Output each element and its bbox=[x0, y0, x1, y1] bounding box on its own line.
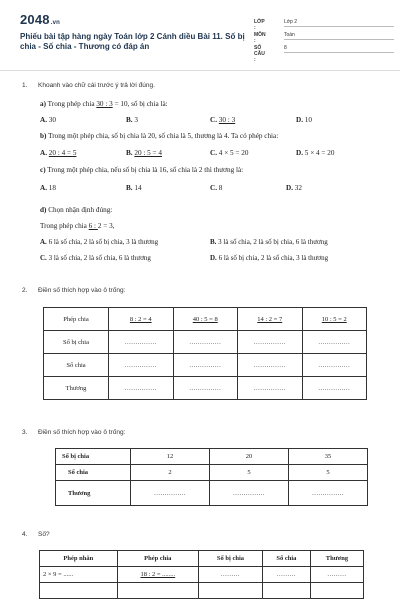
division-expression: 18 : 2 = ........ bbox=[140, 571, 176, 578]
option-text: 8 bbox=[218, 184, 223, 192]
option-text: 10 bbox=[304, 116, 312, 124]
q1d-division bbox=[40, 222, 114, 230]
answer-blank[interactable]: ......... bbox=[262, 567, 310, 583]
q1d-option-a[interactable] bbox=[40, 238, 158, 246]
division-cell[interactable] bbox=[117, 567, 198, 583]
question-4-instruction bbox=[22, 531, 382, 539]
question-number: 3. bbox=[22, 429, 28, 436]
answer-blank[interactable]: ............... bbox=[173, 377, 238, 400]
option-letter: B. bbox=[126, 184, 133, 192]
header-divider bbox=[0, 70, 400, 71]
q1a-option-c[interactable] bbox=[210, 116, 235, 124]
logo-text: 2048 bbox=[20, 12, 50, 27]
table-row bbox=[56, 449, 368, 465]
q2-table bbox=[43, 307, 367, 400]
column-header: Số chia bbox=[262, 551, 310, 567]
q1d-stem bbox=[40, 206, 112, 214]
question-text: Điền số thích hợp vào ô trống: bbox=[38, 429, 126, 436]
table-cell[interactable] bbox=[117, 583, 198, 599]
option-letter: A. bbox=[40, 116, 47, 124]
question-number: 2. bbox=[22, 287, 28, 294]
q1b-option-d[interactable] bbox=[296, 149, 334, 157]
table-cell: 12 bbox=[131, 449, 210, 465]
q4-table bbox=[39, 550, 364, 599]
row-header: Số chia bbox=[56, 465, 131, 481]
option-text: 30 : 3 bbox=[218, 116, 236, 124]
option-text: 32 bbox=[294, 184, 302, 192]
q1a-stem bbox=[40, 100, 168, 108]
table-row bbox=[44, 308, 367, 331]
stem-text: Trong một phép chia, số bị chia là 20, số chia là 5, thương là 4. Ta có phép chia: bbox=[48, 132, 279, 140]
option-text: 20 : 4 = 5 bbox=[48, 149, 77, 157]
table-row bbox=[40, 567, 364, 583]
option-text: 20 : 5 = 4 bbox=[134, 149, 163, 157]
q1c-option-a[interactable] bbox=[40, 184, 56, 192]
stem-text: Trong phép chia bbox=[40, 222, 89, 230]
stem-text: Trong một phép chia, nếu số bị chia là 16, số chia là 2 thì thương là: bbox=[47, 166, 244, 174]
document-title: Phiếu bài tập hàng ngày Toán lớp 2 Cánh diều Bài 11. Số bị chia - Số chia - Thương có đáp án bbox=[20, 32, 245, 51]
table-row bbox=[44, 331, 367, 354]
option-letter: C. bbox=[210, 116, 217, 124]
answer-blank[interactable]: ............... bbox=[173, 331, 238, 354]
option-letter: B. bbox=[126, 116, 133, 124]
table-cell: 2 bbox=[131, 465, 210, 481]
table-cell bbox=[109, 308, 174, 331]
part-label: b) bbox=[40, 132, 47, 140]
division-expression: 10 : 5 = 2 bbox=[321, 315, 347, 323]
multiplication-cell[interactable]: 2 × 9 = ...... bbox=[40, 567, 118, 583]
option-text: 4 × 5 = 20 bbox=[218, 149, 249, 157]
answer-blank[interactable]: ............... bbox=[302, 377, 367, 400]
row-header: Số bị chia bbox=[44, 331, 109, 354]
division-expression: 8 : 2 = 4 bbox=[129, 315, 152, 323]
row-header: Số chia bbox=[44, 354, 109, 377]
question-number: 4. bbox=[22, 531, 28, 538]
option-text: 18 bbox=[48, 184, 56, 192]
table-cell: 20 bbox=[210, 449, 289, 465]
row-header: Thương bbox=[44, 377, 109, 400]
part-label: d) bbox=[40, 206, 47, 214]
answer-blank[interactable]: ............... bbox=[109, 377, 174, 400]
stem-text: 2 = 3, bbox=[97, 222, 115, 230]
class-label: LỚP : bbox=[254, 19, 265, 31]
page-header bbox=[0, 0, 400, 68]
answer-blank[interactable]: ......... bbox=[198, 567, 262, 583]
table-cell: 35 bbox=[289, 449, 368, 465]
row-header: Thương bbox=[56, 481, 131, 506]
option-letter: D. bbox=[210, 254, 217, 262]
stem-text: Trong phép chia bbox=[47, 100, 97, 108]
stem-expression: 30 : 3 bbox=[96, 100, 113, 108]
table-cell bbox=[238, 308, 303, 331]
q1c-option-b[interactable] bbox=[126, 184, 142, 192]
answer-blank[interactable]: ............... bbox=[302, 354, 367, 377]
site-logo[interactable] bbox=[20, 12, 60, 27]
question-text: Khoanh vào chữ cái trước ý trả lời đúng. bbox=[38, 82, 155, 89]
column-header: Số bị chia bbox=[198, 551, 262, 567]
option-text: 14 bbox=[134, 184, 142, 192]
q1c-option-d[interactable] bbox=[286, 184, 302, 192]
column-header: Phép chia bbox=[117, 551, 198, 567]
stem-text: = 10, số bị chia là: bbox=[112, 100, 168, 108]
q1b-option-b[interactable] bbox=[126, 149, 162, 157]
answer-blank[interactable]: ............... bbox=[173, 354, 238, 377]
option-letter: C. bbox=[210, 184, 217, 192]
question-1-instruction bbox=[22, 82, 382, 90]
option-letter: A. bbox=[40, 149, 47, 157]
option-text: 3 là số chia, 2 là số chia, 6 là thương bbox=[48, 254, 151, 262]
answer-blank[interactable]: ............... bbox=[210, 481, 289, 506]
answer-blank[interactable]: ............... bbox=[238, 354, 303, 377]
option-letter: A. bbox=[40, 184, 47, 192]
answer-blank[interactable]: ............... bbox=[238, 377, 303, 400]
table-cell[interactable] bbox=[198, 583, 262, 599]
subject-label: MÔN : bbox=[254, 32, 266, 44]
option-letter: D. bbox=[286, 184, 293, 192]
q1c-stem bbox=[40, 166, 243, 174]
class-value: Lớp 2 bbox=[284, 19, 394, 27]
question-text: Điền số thích hợp vào ô trống: bbox=[38, 287, 126, 294]
table-cell: 5 bbox=[210, 465, 289, 481]
q1b-option-a[interactable] bbox=[40, 149, 76, 157]
option-text: 5 × 4 = 20 bbox=[304, 149, 335, 157]
q1a-option-d[interactable] bbox=[296, 116, 312, 124]
answer-blank[interactable]: ............... bbox=[109, 354, 174, 377]
table-row bbox=[40, 551, 364, 567]
option-letter: D. bbox=[296, 116, 303, 124]
table-cell[interactable] bbox=[40, 583, 118, 599]
option-text: 3 là số chia, 2 là số bị chia, 6 là thương bbox=[218, 238, 328, 246]
row-header: Số bị chia bbox=[56, 449, 131, 465]
question-number: 1. bbox=[22, 82, 28, 89]
division-expression: 14 : 2 = 7 bbox=[257, 315, 283, 323]
answer-blank[interactable]: ............... bbox=[109, 331, 174, 354]
stem-text: Chọn nhận định đúng: bbox=[48, 206, 113, 214]
question-3-instruction bbox=[22, 429, 382, 437]
q3-table bbox=[55, 448, 368, 506]
option-text: 3 bbox=[134, 116, 138, 124]
q1b-option-c[interactable] bbox=[210, 149, 248, 157]
count-label: SỐ CÂU : bbox=[254, 45, 265, 63]
logo-suffix: .vn bbox=[50, 20, 61, 26]
table-row bbox=[44, 377, 367, 400]
count-value: 8 bbox=[284, 45, 394, 53]
part-label: c) bbox=[40, 166, 46, 174]
q1d-option-d[interactable] bbox=[210, 254, 328, 262]
option-letter: A. bbox=[40, 238, 47, 246]
table-cell[interactable] bbox=[310, 583, 363, 599]
answer-blank[interactable]: ............... bbox=[238, 331, 303, 354]
subject-value: Toán bbox=[284, 32, 394, 40]
option-letter: C. bbox=[210, 149, 217, 157]
table-cell[interactable] bbox=[262, 583, 310, 599]
division-expression: 40 : 5 = 8 bbox=[192, 315, 218, 323]
option-letter: B. bbox=[210, 238, 217, 246]
part-label: a) bbox=[40, 100, 46, 108]
option-letter: B. bbox=[126, 149, 133, 157]
table-row bbox=[40, 583, 364, 599]
q1d-option-c[interactable] bbox=[40, 254, 151, 262]
question-text: Số? bbox=[38, 531, 50, 538]
column-header: Phép nhân bbox=[40, 551, 118, 567]
q1a-option-b[interactable] bbox=[126, 116, 138, 124]
answer-blank[interactable]: ......... bbox=[310, 567, 363, 583]
table-row bbox=[56, 481, 368, 506]
q1c-option-c[interactable] bbox=[210, 184, 222, 192]
answer-blank[interactable]: ............... bbox=[289, 481, 368, 506]
option-letter: C. bbox=[40, 254, 47, 262]
option-text: 6 là số bị chia, 2 là số chia, 3 là thương bbox=[218, 254, 329, 262]
table-row bbox=[44, 354, 367, 377]
table-row bbox=[56, 465, 368, 481]
table-cell: 5 bbox=[289, 465, 368, 481]
option-text: 30 bbox=[48, 116, 56, 124]
table-cell bbox=[302, 308, 367, 331]
question-2-instruction bbox=[22, 287, 382, 295]
q1b-stem bbox=[40, 132, 278, 140]
column-header: Thương bbox=[310, 551, 363, 567]
table-cell bbox=[173, 308, 238, 331]
row-header: Phép chia bbox=[44, 308, 109, 331]
q1d-option-b[interactable] bbox=[210, 238, 328, 246]
answer-blank[interactable]: ............... bbox=[302, 331, 367, 354]
stem-expression: 6 : bbox=[88, 222, 98, 230]
option-text: 6 là số chia, 2 là số bị chia, 3 là thương bbox=[48, 238, 159, 246]
answer-blank[interactable]: ............... bbox=[131, 481, 210, 506]
option-letter: D. bbox=[296, 149, 303, 157]
q1a-option-a[interactable] bbox=[40, 116, 56, 124]
